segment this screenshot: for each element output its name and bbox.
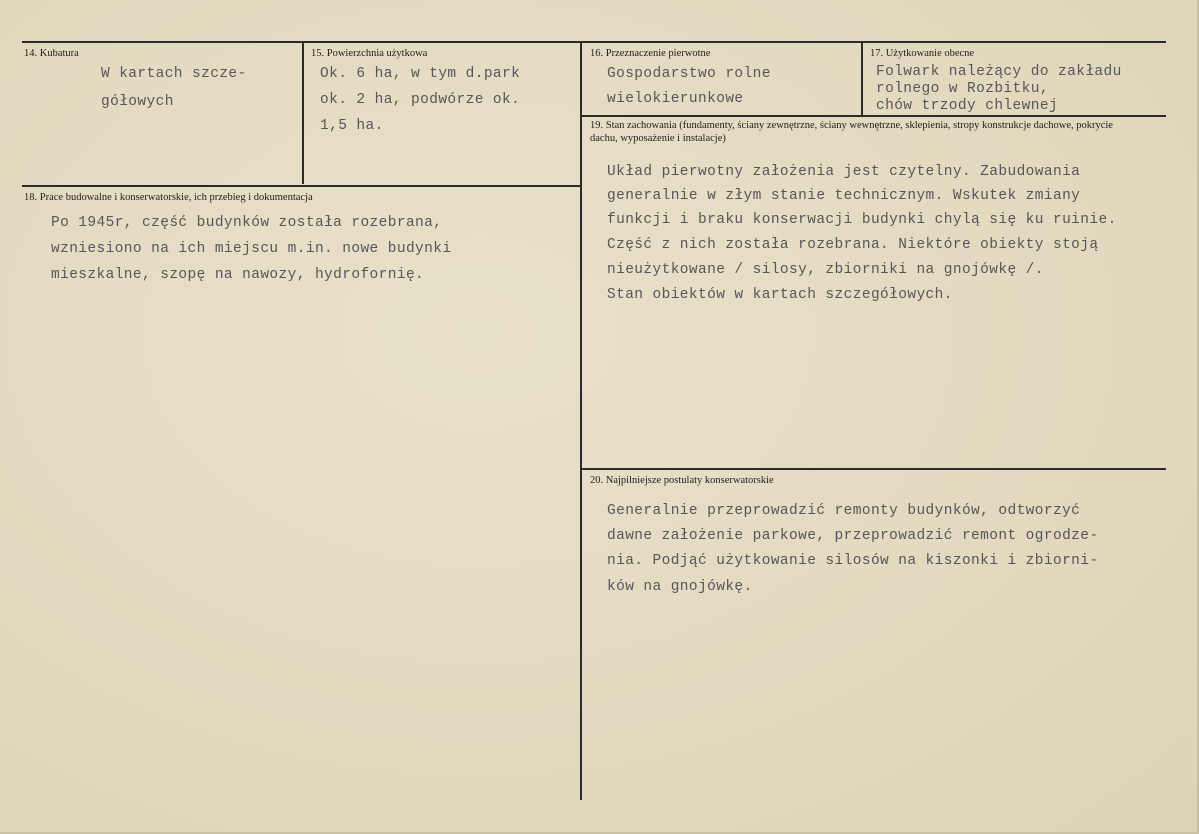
przeznaczenie-line-2: wielokierunkowe: [607, 91, 744, 107]
field-label-przeznaczenie: 16. Przeznaczenie pierwotne: [590, 48, 711, 59]
powierzchnia-line-3: 1,5 ha.: [320, 118, 384, 134]
prace-line-3: mieszkalne, szopę na nawozy, hydrofornię.: [51, 267, 425, 283]
top-rule: [22, 41, 1166, 43]
stan-line-1: Układ pierwotny założenia jest czytelny. Zabudowania: [607, 164, 1081, 180]
postulaty-line-3: nia. Podjąć użytkowanie silosów na kiszonki i zbiorni-: [607, 553, 1099, 569]
field-label-postulaty: 20. Najpilniejsze postulaty konserwatorskie: [590, 475, 774, 486]
rule-above-20: [582, 468, 1166, 470]
stan-line-3: funkcji i braku konserwacji budynki chylą się ku ruinie.: [607, 212, 1117, 228]
postulaty-line-4: ków na gnojówkę.: [607, 579, 753, 595]
powierzchnia-line-1: Ok. 6 ha, w tym d.park: [320, 66, 521, 82]
kubatura-line-2: gółowych: [101, 94, 174, 110]
uzytkowanie-line-2: rolnego w Rozbitku,: [876, 81, 1049, 97]
uzytkowanie-line-3: chów trzody chlewnej: [876, 98, 1059, 114]
field-label-kubatura: 14. Kubatura: [24, 48, 79, 59]
field-label-uzytkowanie: 17. Użytkowanie obecne: [870, 48, 975, 59]
stan-line-2: generalnie w złym stanie technicznym. Wskutek zmiany: [607, 188, 1081, 204]
postulaty-line-2: dawne założenie parkowe, przeprowadzić remont ogrodze-: [607, 528, 1099, 544]
kubatura-line-1: W kartach szcze-: [101, 66, 247, 82]
field-label-prace: 18. Prace budowalne i konserwatorskie, ich przebieg i dokumentacja: [24, 192, 313, 203]
prace-line-1: Po 1945r, część budynków została rozebrana,: [51, 215, 443, 231]
divider-14-15: [302, 43, 304, 184]
prace-line-2: wzniesiono na ich miejscu m.in. nowe budynki: [51, 241, 452, 257]
powierzchnia-line-2: ok. 2 ha, podwórze ok.: [320, 92, 521, 108]
stan-line-4: Część z nich została rozebrana. Niektóre obiekty stoją: [607, 237, 1099, 253]
rule-above-19: [582, 115, 1166, 117]
przeznaczenie-line-1: Gospodarstwo rolne: [607, 66, 771, 82]
field-label-stan: 19. Stan zachowania (fundamenty, ściany zewnętrzne, ściany wewnętrzne, sklepienia, stropy konstrukcje dachowe, pokrycie dachu, wyposażenie i instalacje): [590, 120, 1113, 144]
postulaty-line-1: Generalnie przeprowadzić remonty budynków, odtworzyć: [607, 503, 1081, 519]
stan-line-6: Stan obiektów w kartach szczegółowych.: [607, 287, 953, 303]
rule-above-18: [22, 185, 581, 187]
divider-16-17: [861, 43, 863, 115]
center-divider: [580, 43, 582, 800]
uzytkowanie-line-1: Folwark należący do zakładu: [876, 64, 1122, 80]
field-label-powierzchnia: 15. Powierzchnia użytkowa: [311, 48, 428, 59]
stan-line-5: nieużytkowane / silosy, zbiorniki na gnojówkę /.: [607, 262, 1044, 278]
